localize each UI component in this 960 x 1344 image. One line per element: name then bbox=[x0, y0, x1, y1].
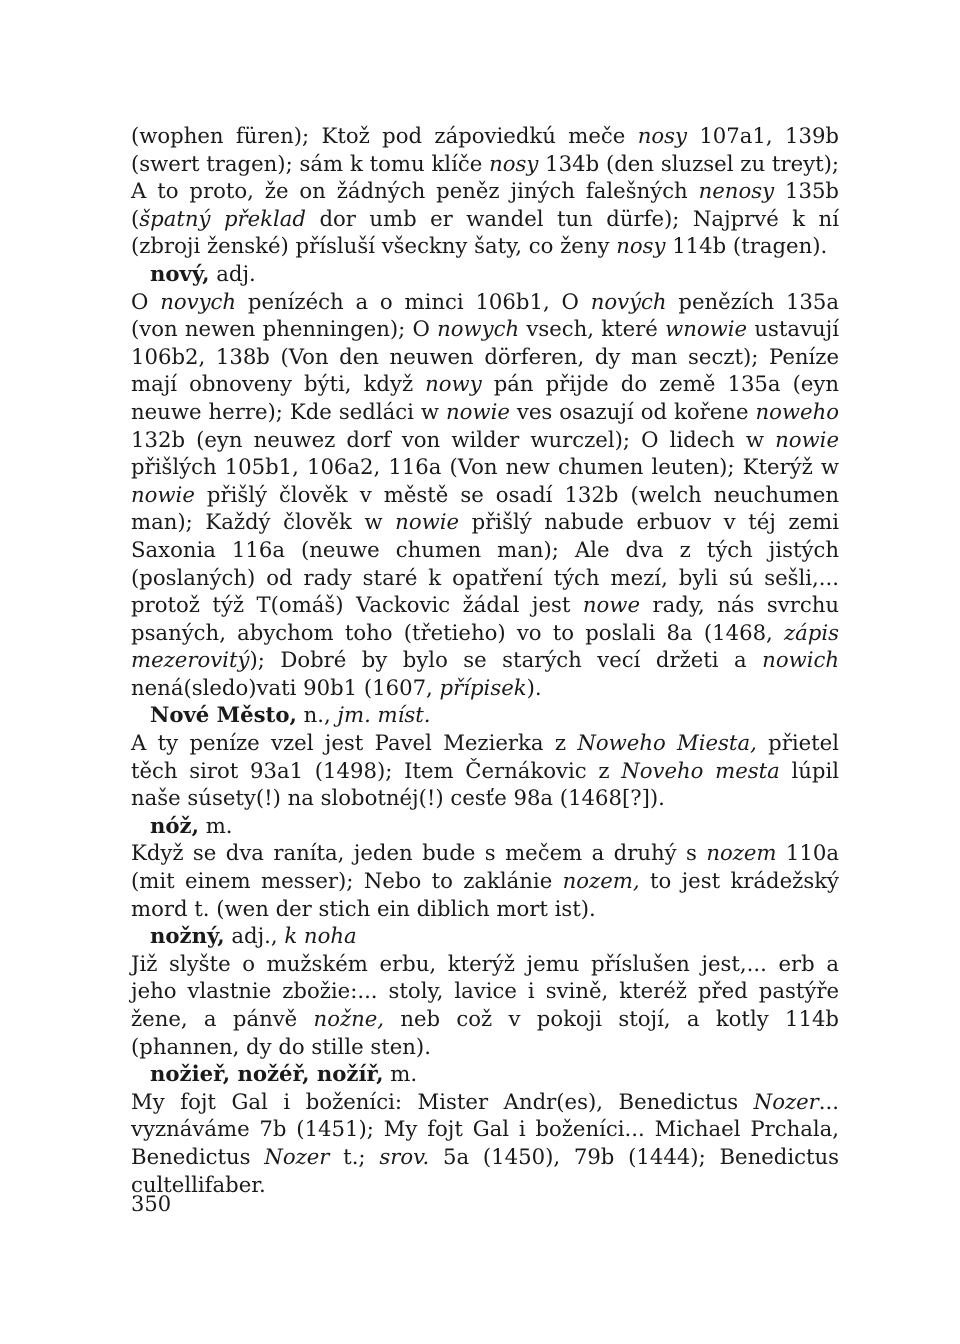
entry-heading bbox=[131, 260, 839, 288]
italic-run: přípisek bbox=[439, 674, 527, 700]
headword: nožný, bbox=[150, 923, 225, 949]
text-run: přišlý nabude erbuov v téj zemi Saxonia 116a (neuwe chumen man); Ale dva z tých jistých (poslaných) od rady staré k opatření tých mezí, byli sú sešli,... protož týž T(omáš) Vackovic žádal jest bbox=[131, 509, 839, 618]
text-run: penězích 135a (von newen phenningen); O bbox=[131, 288, 840, 342]
text-run: penízéch a o minci 106b1, O bbox=[236, 288, 591, 314]
entry-text bbox=[131, 839, 839, 922]
italic-run: zápis mezerovitý bbox=[131, 619, 839, 673]
text-run: 114b (tragen). bbox=[665, 233, 828, 259]
text-run: adj. bbox=[209, 260, 256, 286]
text-run: A ty peníze vzel jest Pavel Mezierka z bbox=[131, 730, 578, 756]
entry-text bbox=[131, 122, 839, 260]
italic-run: nowie bbox=[446, 398, 510, 424]
entry-text bbox=[131, 729, 839, 812]
italic-run: Nozer bbox=[753, 1088, 819, 1114]
italic-run: Noveho mesta bbox=[621, 757, 780, 783]
text-run: přišlý člověk v městě se osadí 132b (welch neuchumen man); Každý člověk w bbox=[131, 481, 839, 535]
text-run: 5a (1450), 79b (1444); Benedictus cultellifaber. bbox=[131, 1143, 839, 1197]
text-run: adj., bbox=[224, 923, 285, 949]
headword: Nové Město, bbox=[150, 702, 297, 728]
page-body bbox=[131, 122, 839, 1198]
italic-run: nowe bbox=[582, 592, 640, 618]
italic-run: wnowie bbox=[665, 316, 748, 342]
text-run: vsech, které bbox=[519, 316, 666, 342]
entry-heading bbox=[131, 922, 839, 950]
text-run: ... vyznáváme 7b (1451); My fojt Gal i boženíci... Michael Prchala, Benedictus bbox=[131, 1088, 839, 1169]
text-run: 107a1, 139b (swert tragen); sám k tomu klíče bbox=[131, 123, 839, 176]
text-run: O bbox=[131, 288, 161, 314]
entry-heading bbox=[131, 1060, 839, 1088]
text-run: Když se dva raníta, jeden bude s mečem a druhý s bbox=[131, 840, 707, 866]
entry-heading bbox=[131, 701, 839, 729]
italic-run: nových bbox=[590, 288, 667, 314]
text-run: 135b ( bbox=[131, 178, 839, 231]
italic-run: nowy bbox=[425, 371, 482, 397]
italic-run: k noha bbox=[284, 923, 357, 949]
grammar-note bbox=[199, 813, 233, 838]
headword: nožieř, nožéř, nožíř, bbox=[150, 1061, 384, 1087]
italic-run: nosy bbox=[616, 233, 666, 259]
italic-run: Noweho Miesta, bbox=[577, 730, 757, 756]
italic-run: nosy bbox=[489, 150, 539, 176]
text-run: nená(sledo)vati 90b1 (1607, bbox=[131, 674, 440, 700]
italic-run: nosy bbox=[637, 123, 687, 148]
text-run: přietel těch sirot 93a1 (1498); Item Černákovic z bbox=[131, 730, 839, 783]
text-run: t.; bbox=[329, 1143, 380, 1169]
italic-run: nenosy bbox=[698, 178, 775, 204]
headword: nóž, bbox=[150, 812, 199, 838]
text-run: (wophen füren); Ktož pod zápoviedkú meče bbox=[131, 123, 638, 148]
text-run: to jest krádežský mord t. (wen der stich ein diblich mort ist). bbox=[131, 868, 840, 921]
italic-run: nowie bbox=[775, 426, 839, 452]
text-run: 132b (eyn neuwez dorf von wilder wurczel); O lidech w bbox=[131, 426, 776, 452]
entry-heading bbox=[131, 812, 839, 840]
text-run: přišlých 105b1, 106a2, 116a (Von new chumen leuten); Kterýž w bbox=[131, 454, 839, 480]
grammar-note bbox=[297, 702, 431, 727]
text-run: pán přijde do země 135a (eyn neuwe herre); Kde sedláci w bbox=[131, 371, 840, 424]
italic-run: novych bbox=[160, 288, 237, 314]
text-run: 134b (den sluzsel zu treyt); A to proto, že on žádných peněz jiných falešných bbox=[131, 150, 839, 204]
entry-text bbox=[131, 288, 839, 702]
italic-run: srov. bbox=[379, 1143, 430, 1169]
text-run: m. bbox=[198, 812, 233, 838]
italic-run: nowie bbox=[395, 509, 460, 535]
entry-text bbox=[131, 1088, 839, 1198]
text-run: lúpil naše súsety(!) na slobotnéj(!) cesťe 98a (1468[?]). bbox=[131, 757, 839, 811]
text-run: Již slyšte o mužském erbu, kterýž jemu příslušen jest,... erb a jeho vlastnie zbožie:... stoly, lavice i svině, kteréž před pastýře žene, a pánvě bbox=[131, 950, 839, 1031]
text-run: ); Dobré by bylo se starých vecí držeti a bbox=[249, 647, 763, 673]
text-run: ves osazují od kořene bbox=[509, 398, 756, 424]
text-run: ). bbox=[526, 674, 542, 700]
text-run: ustavují 106b2, 138b (Von den neuwen dörferen, dy man seczt); Peníze mají obnoveny býti, když bbox=[131, 316, 839, 397]
text-run: rady, nás svrchu psaných, abychom toho (třetieho) vo to poslali 8a (1468, bbox=[131, 592, 839, 645]
italic-run: nozem, bbox=[562, 868, 640, 894]
italic-run: jm. míst. bbox=[337, 702, 431, 728]
grammar-note bbox=[225, 923, 357, 948]
italic-run: nowie bbox=[131, 481, 195, 507]
grammar-note bbox=[210, 261, 256, 286]
headword: nový, bbox=[150, 260, 210, 286]
text-run: neb což v pokoji stojí, a kotly 114b (phannen, dy do stille sten). bbox=[131, 1006, 839, 1059]
entry-text bbox=[131, 950, 839, 1060]
italic-run: Nozer bbox=[264, 1143, 330, 1169]
text-run: My fojt Gal i boženíci: Mister Andr(es), Benedictus bbox=[131, 1088, 754, 1114]
text-run: n., bbox=[296, 702, 338, 728]
italic-run: noweho bbox=[755, 398, 839, 424]
italic-run: nozem bbox=[706, 840, 777, 866]
italic-run: špatný překlad bbox=[139, 205, 306, 231]
text-run: m. bbox=[383, 1061, 418, 1087]
text-run: dor umb er wandel tun dürfe); Najprvé k ní (zbroji ženské) přísluší všeckny šaty, co ženy bbox=[131, 205, 839, 259]
grammar-note bbox=[384, 1061, 418, 1086]
italic-run: nožne, bbox=[313, 1006, 385, 1031]
text-run: 110a (mit einem messer); Nebo to zaklánie bbox=[131, 840, 839, 894]
page-number: 350 bbox=[131, 1192, 172, 1216]
italic-run: nowych bbox=[437, 316, 520, 342]
italic-run: nowich bbox=[762, 647, 839, 673]
